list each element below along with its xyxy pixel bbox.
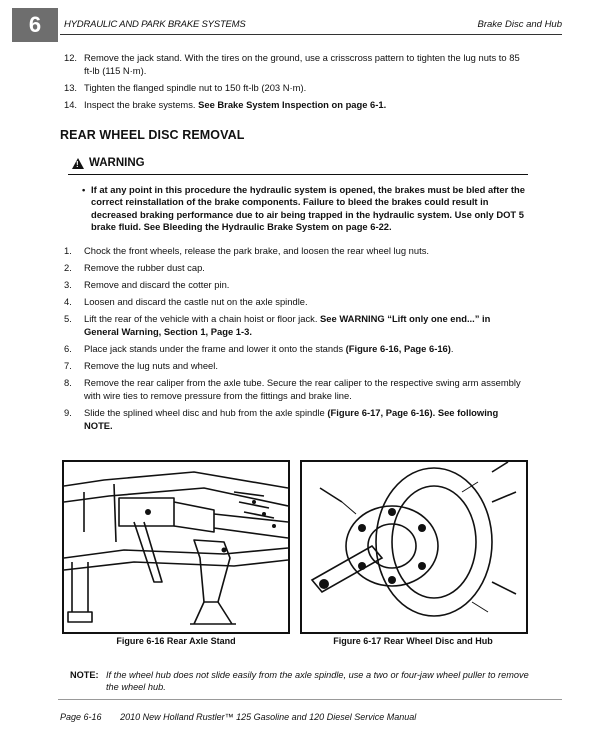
step-text: Place jack stands under the frame and lower it onto the stands — [84, 343, 344, 354]
footer — [60, 712, 416, 722]
warning-divider — [68, 174, 528, 175]
step-number: 9. — [64, 407, 72, 418]
rear-wheel-disc-hub-illustration — [302, 462, 526, 632]
rear-axle-stand-illustration — [64, 462, 288, 632]
step-text: Tighten the flanged spindle nut to 150 ft-lb (203 N·m). — [84, 82, 307, 93]
step-text: Inspect the brake systems. — [84, 99, 196, 110]
step-8 — [64, 376, 526, 402]
step-text: Loosen and discard the castle nut on the axle spindle. — [84, 296, 308, 307]
step-3 — [64, 278, 526, 291]
step-number: 6. — [64, 343, 72, 354]
step-14 — [64, 98, 526, 111]
warning-text-block — [82, 184, 526, 233]
chapter-tab: 6 — [12, 8, 58, 42]
step-text: Chock the front wheels, release the park brake, and loosen the rear wheel lug nuts. — [84, 245, 429, 256]
step-reference: See Brake System Inspection on page 6-1. — [195, 99, 387, 110]
note-block — [70, 669, 532, 693]
step-reference: (Figure 6-17, Page 6-16). See following NOTE. — [84, 407, 499, 431]
step-6 — [64, 342, 526, 355]
step-number: 3. — [64, 279, 72, 290]
header-divider — [60, 34, 562, 35]
footer-divider — [58, 699, 562, 700]
step-2 — [64, 261, 526, 274]
step-number: 2. — [64, 262, 72, 273]
step-13 — [64, 81, 526, 94]
step-number: 4. — [64, 296, 72, 307]
header-section-title: HYDRAULIC AND PARK BRAKE SYSTEMS — [64, 19, 246, 30]
note-label: NOTE: — [70, 670, 99, 680]
step-text: Slide the splined wheel disc and hub from the axle spindle — [84, 407, 325, 418]
step-text: Remove and discard the cotter pin. — [84, 279, 230, 290]
warning-bullet: • — [82, 184, 86, 195]
step-text: Remove the rear caliper from the axle tube. Secure the rear caliper to the respective swing arm assembly with wire ties to remove pressure from the fittings and brake line. — [84, 377, 521, 401]
step-5 — [64, 312, 526, 338]
step-reference: See WARNING “Lift only one end...” in General Warning, Section 1, Page 1-3. — [84, 313, 491, 337]
warning-text: If at any point in this procedure the hydraulic system is opened, the brakes must be bled after the correct reinstallation of the brake components. Failure to bleed the brakes could result in decreased braking performance due to air being trapped in the hydraulic system. Use only DOT 5 brake fluid. See Bleeding the Hydraulic Brake System on page 6-22. — [91, 184, 525, 232]
step-text: Remove the rubber dust cap. — [84, 262, 205, 273]
step-number: 13. — [64, 82, 78, 93]
footer-manual-title: 2010 New Holland Rustler™ 125 Gasoline and 120 Diesel Service Manual — [120, 712, 417, 722]
warning-label: WARNING — [89, 157, 145, 169]
step-number: 7. — [64, 360, 72, 371]
step-reference: (Figure 6-16, Page 6-16) — [343, 343, 451, 354]
step-9 — [64, 406, 526, 432]
step-1 — [64, 244, 526, 257]
step-number: 1. — [64, 245, 72, 256]
step-text: Remove the lug nuts and wheel. — [84, 360, 218, 371]
step-list — [64, 244, 526, 436]
figure-caption-6-16: Figure 6-16 Rear Axle Stand — [116, 636, 236, 646]
step-number: 8. — [64, 377, 72, 388]
figure-caption-6-17: Figure 6-17 Rear Wheel Disc and Hub — [333, 636, 493, 646]
step-12 — [64, 51, 526, 77]
header-topic: Brake Disc and Hub — [477, 19, 562, 30]
step-text: Lift the rear of the vehicle with a chain hoist or floor jack. — [84, 313, 318, 324]
step-4 — [64, 295, 526, 308]
step-7 — [64, 359, 526, 372]
step-text: Remove the jack stand. With the tires on the ground, use a crisscross pattern to tighten the lug nuts to 85 ft-lb (115 N·m). — [84, 52, 520, 76]
step-number: 5. — [64, 313, 72, 324]
footer-page-number: Page 6-16 — [60, 712, 102, 722]
note-text: If the wheel hub does not slide easily from the axle spindle, use a two or four-jaw wheel puller to remove the wheel hub. — [106, 670, 529, 692]
step-tail: . — [450, 343, 454, 354]
section-title: REAR WHEEL DISC REMOVAL — [60, 128, 245, 142]
figure-rear-wheel-disc-hub — [300, 460, 528, 634]
warning-heading — [72, 157, 145, 169]
figure-rear-axle-stand — [62, 460, 290, 634]
step-number: 14. — [64, 99, 78, 110]
top-step-list — [64, 51, 526, 115]
warning-triangle-icon: ! — [72, 158, 84, 169]
step-number: 12. — [64, 52, 78, 63]
